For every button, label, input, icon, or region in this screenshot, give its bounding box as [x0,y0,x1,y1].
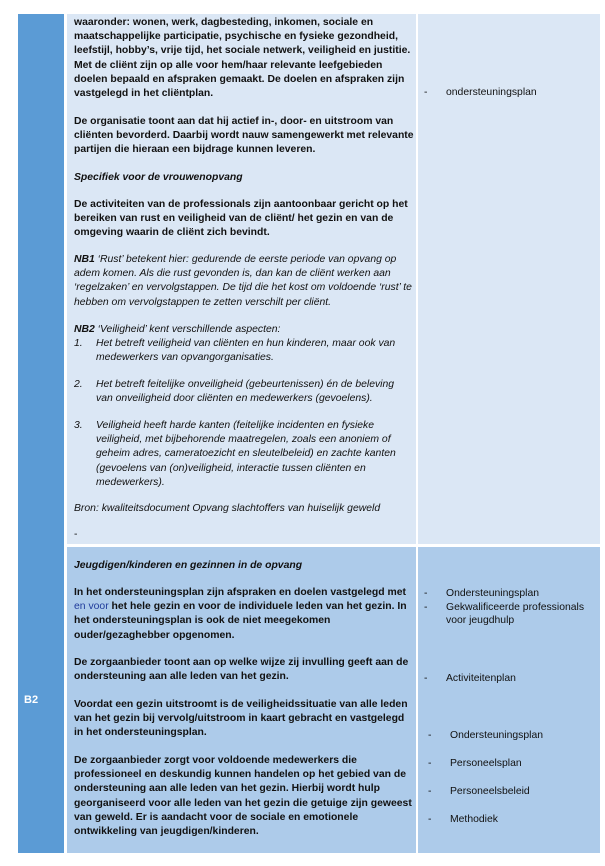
list-number: 2. [74,379,83,390]
list-number: 3. [74,420,83,431]
dash: - [424,673,428,684]
dash: - [424,588,428,599]
list-number: 1. [74,338,83,349]
evidence-label: Personeelsbeleid [450,786,530,797]
subheading-youth: Jeugdigen/kinderen en gezinnen in de opvang [74,560,303,571]
dash: - [428,786,432,797]
evidence-label: Ondersteuningsplan [446,588,540,599]
dash: - [428,758,432,769]
section-youth-families [67,547,600,853]
evidence-label: Activiteitenplan [446,673,516,684]
text: het hele gezin en voor de individuele leden van het gezin. In het ondersteuningsplan is ook de niet meegekomen ouder/gezaghebber opgenomen. [74,601,407,641]
trailing-dash: - [74,529,78,540]
paragraph-support-plan [74,586,414,643]
nb2-text: ‘Veiligheid’ kent verschillende aspecten: [94,324,281,335]
source-note: Bron: kwaliteitsdocument Opvang slachtoffers van huiselijk geweld [74,503,381,514]
dash: - [428,814,432,825]
list-text: Veiligheid heeft harde kanten (feitelijke incidenten en fysieke veiligheid, met bijbehorende maatregelen, zoals een anoniem of geheim adres, cameratoezicht en sleutelbeleid) en zachte kanten (gevoelens van (on)veiligheid, interactie tussen cliënten en medewerkers). [96,420,396,488]
section-youth-norm-cell [67,547,415,853]
list-text: Het betreft veiligheid van cliënten en hun kinderen, maar ook van medewerkers van opvangorganisaties. [96,338,396,364]
section-general [67,14,600,544]
note-nb1 [74,253,414,310]
evidence-label: Gekwalificeerde professionals voor jeugdhulp [446,602,585,626]
text: In het ondersteuningsplan zijn afspraken en doelen vastgelegd met [74,587,406,598]
nb1-text: ‘Rust’ betekent hier: gedurende de eerste periode van opvang op adem komen. Als die rust gevonden is, dan kan de cliënt werken aan ‘regelzaken’ en vervolgstappen. De tijd die het kost om voldoende ‘rust’ te hebben om vervolgstappen te zetten verschilt per cliënt. [74,254,412,308]
list-text: Het betreft feitelijke onveiligheid (gebeurtenissen) én de beleving van onveiligheid door cliënten en medewerkers (gevoelens). [96,379,395,405]
paragraph-activities: De activiteiten van de professionals zijn aantoonbaar gericht op het bereiken van rust en veiligheid van de cliënt/ het gezin en van de omgeving waarin de cliënt zich bevindt. [74,199,408,239]
subheading-vrouwenopvang: Specifiek voor de vrouwenopvang [74,172,243,183]
section-general-norm-cell [67,14,415,544]
nb1-label: NB1 [74,254,95,265]
row-label-column [18,14,64,853]
dash: - [424,87,428,98]
section-general-evidence-cell [418,14,600,544]
paragraph-support-members: De zorgaanbieder toont aan op welke wijze zij invulling geeft aan de ondersteuning aan alle leden van het gezin. [74,657,409,683]
evidence-label: Methodiek [450,814,498,825]
section-youth-evidence-cell [418,547,600,853]
paragraph-life-domains: waaronder: wonen, werk, dagbesteding, inkomen, sociale en maatschappelijke participatie, psychische en fysieke gezondheid, leefstijl, hobby’s, vrije tijd, het sociale netwerk, veiligheid en justitie. Met de cliënt zijn op alle voor hem/haar relevante leefgebieden doelen bepaald en afspraken gemaakt. De doelen en afspraken zijn vastgelegd in het cliëntplan. [74,17,411,100]
paragraph-safety-outflow: Voordat een gezin uitstroomt is de veiligheidssituatie van alle leden van het gezin bij vervolg/uitstroom in kaart gebracht en vastgelegd in het ondersteuningsplan. [74,699,408,739]
row-label: B2 [24,694,39,706]
nb2-label: NB2 [74,324,95,335]
paragraph-flow: De organisatie toont aan dat hij actief in-, door- en uitstroom van cliënten bevorderd. Daarbij wordt nauw samengewerkt met relevante partijen die hieraan een bijdrage kunnen leveren. [74,116,414,156]
dash: - [428,730,432,741]
note-nb2 [74,323,414,337]
highlighted-text: en voor [74,601,109,613]
evidence-label: ondersteuningsplan [446,87,537,98]
dash: - [424,602,428,613]
evidence-label: Personeelsplan [450,758,522,769]
evidence-label: Ondersteuningsplan [450,730,544,741]
paragraph-staff: De zorgaanbieder zorgt voor voldoende medewerkers die professioneel en deskundig kunnen handelen op het gebied van de ondersteuning aan alle leden van het gezin. Hierbij wordt hulp georganiseerd voor alle leden van het gezin die getuige zijn geweest van geweld. Er is aandacht voor de sociale en emotionele ontwikkeling van jeugdigen/kinderen. [74,755,412,838]
